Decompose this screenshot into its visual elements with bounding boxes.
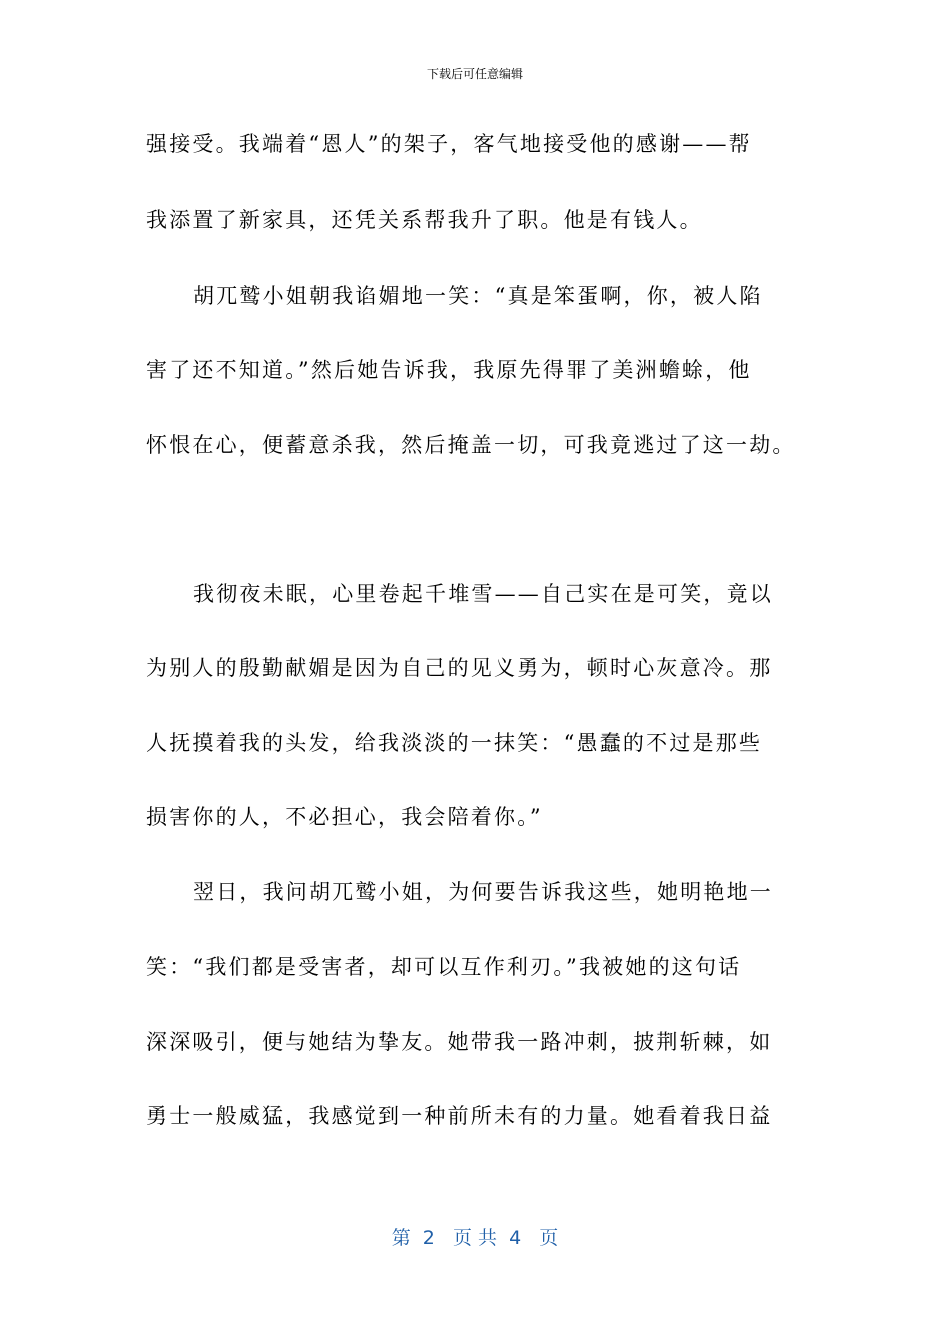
text-line: 害了还不知道。”然后她告诉我，我原先得罪了美洲蟾蜍，他	[146, 358, 752, 382]
text-line: 胡兀鹫小姐朝我谄媚地一笑：“真是笨蛋啊，你，被人陷	[193, 284, 763, 308]
text-line: 为别人的殷勤献媚是因为自己的见义勇为，顿时心灰意冷。那	[146, 656, 773, 680]
page-number: 第 2 页 共 4 页	[391, 1227, 559, 1249]
text-line: 翌日，我问胡兀鹫小姐，为何要告诉我这些，她明艳地一	[193, 880, 773, 904]
text-line: 怀恨在心，便蓄意杀我，然后掩盖一切，可我竟逃过了这一劫。	[146, 433, 796, 457]
text-line: 我添置了新家具，还凭关系帮我升了职。他是有钱人。	[146, 208, 703, 232]
page-header: 下载后可任意编辑	[426, 67, 523, 81]
text-line: 人抚摸着我的头发，给我淡淡的一抹笑：“愚蠢的不过是那些	[146, 731, 763, 755]
text-line: 深深吸引，便与她结为挚友。她带我一路冲刺，披荆斩棘，如	[146, 1030, 773, 1054]
text-line: 勇士一般威猛，我感觉到一种前所未有的力量。她看着我日益	[146, 1104, 773, 1128]
text-line: 我彻夜未眠，心里卷起千堆雪——自己实在是可笑，竟以	[193, 582, 773, 606]
text-line: 损害你的人，不必担心，我会陪着你。”	[146, 805, 543, 829]
text-line: 笑：“我们都是受害者，却可以互作利刃。”我被她的这句话	[146, 955, 742, 979]
text-line: 强接受。我端着“恩人”的架子，客气地接受他的感谢——帮	[146, 132, 752, 156]
